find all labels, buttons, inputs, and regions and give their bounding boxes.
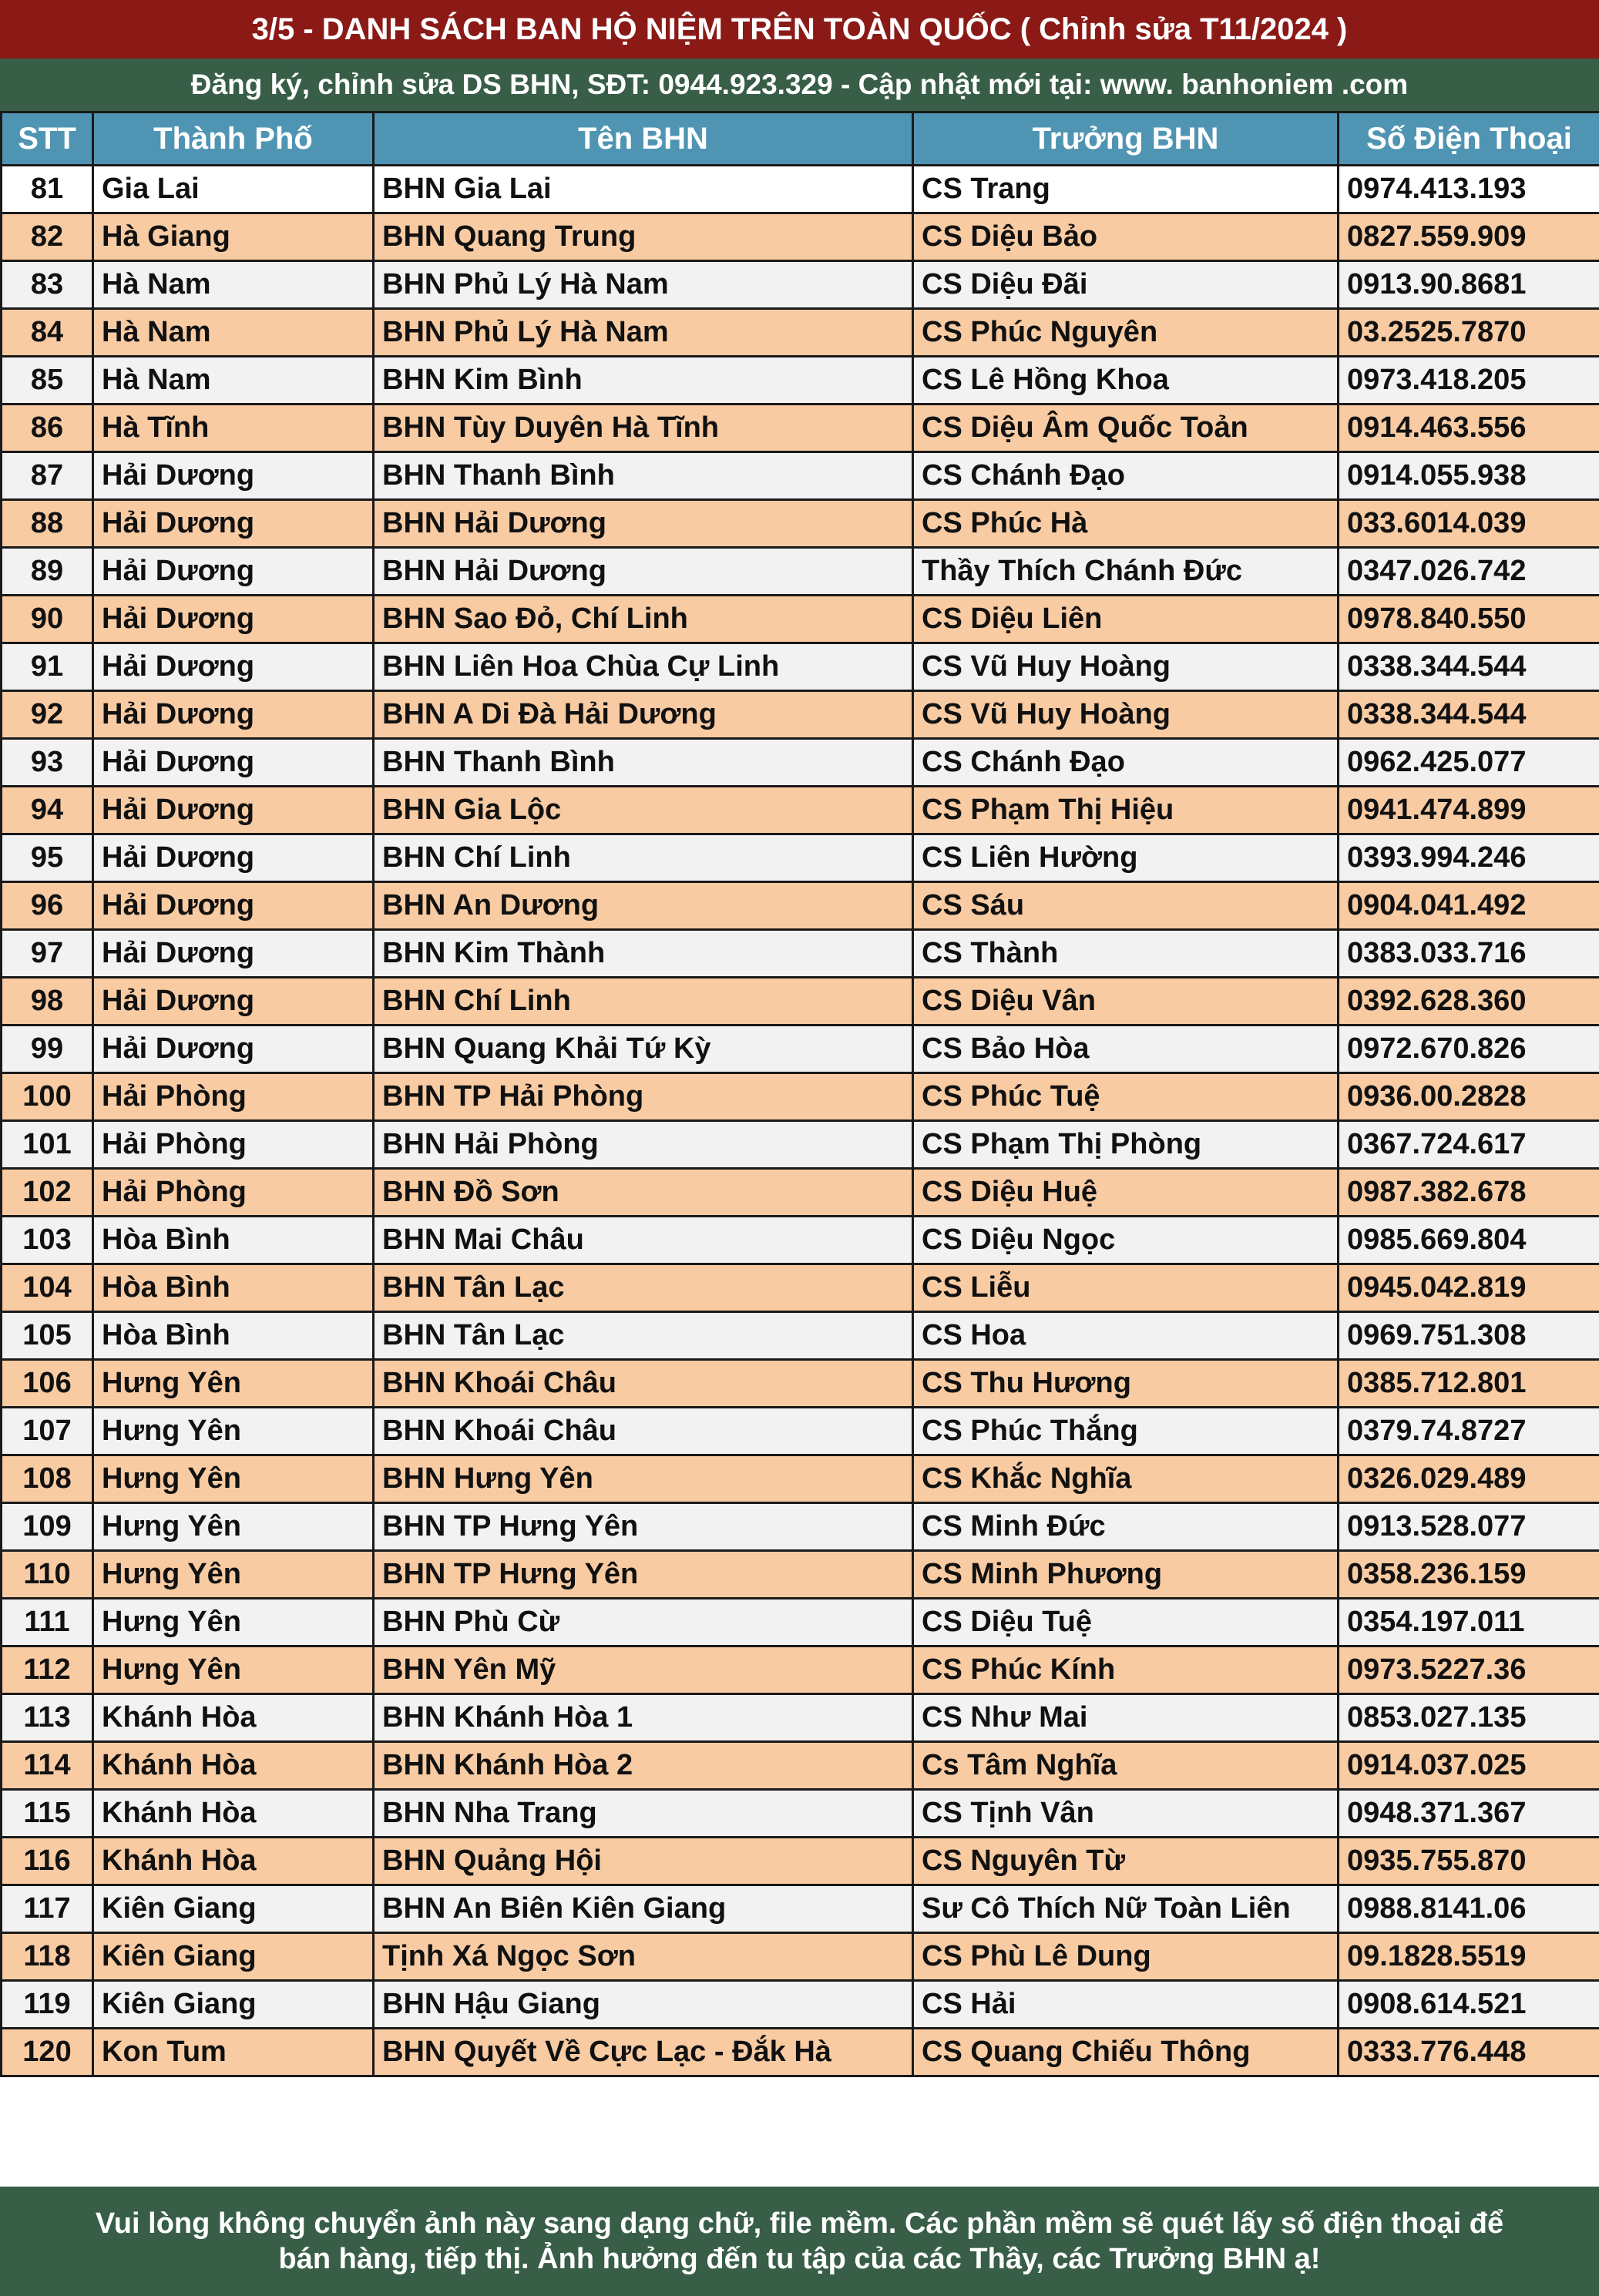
cell-phone: 0913.90.8681 (1339, 261, 1599, 309)
cell-stt: 103 (2, 1217, 93, 1264)
cell-leader: CS Phạm Thị Hiệu (913, 787, 1339, 834)
cell-leader: CS Chánh Đạo (913, 452, 1339, 500)
cell-phone: 0935.755.870 (1339, 1838, 1599, 1885)
table-row (2, 882, 1599, 930)
cell-leader: CS Thành (913, 930, 1339, 978)
cell-leader: CS Liễu (913, 1264, 1339, 1312)
cell-city: Hà Nam (93, 357, 374, 404)
cell-city: Hưng Yên (93, 1551, 374, 1599)
table-header-row (2, 112, 1599, 166)
cell-group-name: BHN Hải Dương (374, 548, 913, 596)
cell-phone: 0827.559.909 (1339, 213, 1599, 261)
table-row (2, 213, 1599, 261)
cell-leader: CS Vũ Huy Hoàng (913, 691, 1339, 739)
cell-city: Hưng Yên (93, 1360, 374, 1408)
cell-group-name: BHN Thanh Bình (374, 452, 913, 500)
cell-city: Hưng Yên (93, 1646, 374, 1694)
table-row (2, 834, 1599, 882)
cell-leader: CS Diệu Bảo (913, 213, 1339, 261)
cell-leader: CS Phúc Thắng (913, 1408, 1339, 1455)
footer-notice (0, 2187, 1599, 2296)
cell-leader: CS Diệu Liên (913, 596, 1339, 643)
cell-group-name: BHN TP Hưng Yên (374, 1503, 913, 1551)
cell-stt: 94 (2, 787, 93, 834)
cell-stt: 120 (2, 2029, 93, 2076)
cell-stt: 100 (2, 1073, 93, 1121)
cell-group-name: BHN Khoái Châu (374, 1408, 913, 1455)
cell-city: Hà Nam (93, 261, 374, 309)
cell-phone: 0385.712.801 (1339, 1360, 1599, 1408)
cell-city: Hải Dương (93, 500, 374, 548)
cell-stt: 114 (2, 1742, 93, 1790)
cell-group-name: BHN Hưng Yên (374, 1455, 913, 1503)
table-row (2, 1455, 1599, 1503)
table-row (2, 404, 1599, 452)
cell-city: Hải Phòng (93, 1121, 374, 1169)
cell-group-name: BHN Chí Linh (374, 978, 913, 1025)
cell-phone: 0936.00.2828 (1339, 1073, 1599, 1121)
cell-phone: 0973.5227.36 (1339, 1646, 1599, 1694)
cell-city: Kon Tum (93, 2029, 374, 2076)
table-row (2, 1551, 1599, 1599)
cell-group-name: BHN A Di Đà Hải Dương (374, 691, 913, 739)
cell-city: Hà Nam (93, 309, 374, 357)
cell-stt: 97 (2, 930, 93, 978)
cell-city: Hòa Bình (93, 1217, 374, 1264)
cell-stt: 110 (2, 1551, 93, 1599)
cell-leader: CS Phúc Hà (913, 500, 1339, 548)
cell-group-name: BHN Quang Trung (374, 213, 913, 261)
column-header-group-name: Tên BHN (374, 112, 913, 166)
cell-group-name: BHN Mai Châu (374, 1217, 913, 1264)
table-row (2, 1694, 1599, 1742)
cell-group-name: BHN Quảng Hội (374, 1838, 913, 1885)
cell-phone: 0985.669.804 (1339, 1217, 1599, 1264)
table-row (2, 1742, 1599, 1790)
table-row (2, 261, 1599, 309)
cell-stt: 119 (2, 1981, 93, 2029)
table-row (2, 2029, 1599, 2076)
table-row (2, 548, 1599, 596)
column-header-leader: Trưởng BHN (913, 112, 1339, 166)
cell-stt: 112 (2, 1646, 93, 1694)
table-row (2, 309, 1599, 357)
cell-group-name: BHN Phủ Lý Hà Nam (374, 261, 913, 309)
cell-city: Hà Giang (93, 213, 374, 261)
cell-stt: 109 (2, 1503, 93, 1551)
cell-stt: 118 (2, 1933, 93, 1981)
cell-city: Hải Dương (93, 978, 374, 1025)
footer-line-2: bán hàng, tiếp thị. Ảnh hưởng đến tu tập của các Thầy, các Trưởng BHN ạ! (278, 2243, 1321, 2275)
cell-city: Khánh Hòa (93, 1790, 374, 1838)
column-header-stt: STT (2, 112, 93, 166)
cell-leader: CS Chánh Đạo (913, 739, 1339, 787)
cell-leader: CS Lê Hồng Khoa (913, 357, 1339, 404)
cell-city: Kiên Giang (93, 1885, 374, 1933)
cell-city: Hải Dương (93, 930, 374, 978)
cell-leader: CS Trang (913, 166, 1339, 213)
cell-phone: 0914.037.025 (1339, 1742, 1599, 1790)
cell-city: Hà Tĩnh (93, 404, 374, 452)
cell-city: Hải Dương (93, 882, 374, 930)
cell-stt: 85 (2, 357, 93, 404)
cell-group-name: BHN Khoái Châu (374, 1360, 913, 1408)
cell-leader: CS Sáu (913, 882, 1339, 930)
cell-city: Kiên Giang (93, 1933, 374, 1981)
cell-stt: 91 (2, 643, 93, 691)
cell-group-name: BHN Tân Lạc (374, 1312, 913, 1360)
cell-stt: 106 (2, 1360, 93, 1408)
cell-phone: 0904.041.492 (1339, 882, 1599, 930)
table-row (2, 787, 1599, 834)
table-row (2, 1885, 1599, 1933)
cell-stt: 81 (2, 166, 93, 213)
cell-group-name: BHN Kim Thành (374, 930, 913, 978)
cell-leader: CS Quang Chiếu Thông (913, 2029, 1339, 2076)
cell-leader: CS Thu Hương (913, 1360, 1339, 1408)
cell-phone: 0945.042.819 (1339, 1264, 1599, 1312)
cell-phone: 0908.614.521 (1339, 1981, 1599, 2029)
cell-leader: CS Hải (913, 1981, 1339, 2029)
cell-phone: 0393.994.246 (1339, 834, 1599, 882)
cell-leader: CS Phúc Kính (913, 1646, 1339, 1694)
table-row (2, 1121, 1599, 1169)
cell-stt: 116 (2, 1838, 93, 1885)
cell-phone: 0347.026.742 (1339, 548, 1599, 596)
cell-phone: 033.6014.039 (1339, 500, 1599, 548)
cell-phone: 0962.425.077 (1339, 739, 1599, 787)
cell-leader: CS Diệu Âm Quốc Toản (913, 404, 1339, 452)
table-row (2, 1217, 1599, 1264)
cell-group-name: BHN Sao Đỏ, Chí Linh (374, 596, 913, 643)
cell-phone: 0974.413.193 (1339, 166, 1599, 213)
cell-city: Hưng Yên (93, 1503, 374, 1551)
cell-phone: 0972.670.826 (1339, 1025, 1599, 1073)
cell-leader: CS Liên Hường (913, 834, 1339, 882)
cell-city: Hải Dương (93, 787, 374, 834)
cell-stt: 87 (2, 452, 93, 500)
page-subtitle: Đăng ký, chỉnh sửa DS BHN, SĐT: 0944.923.329 - Cập nhật mới tại: www. banhoniem .com (0, 59, 1599, 111)
cell-phone: 0988.8141.06 (1339, 1885, 1599, 1933)
cell-city: Hải Dương (93, 596, 374, 643)
cell-stt: 98 (2, 978, 93, 1025)
table-row (2, 1981, 1599, 2029)
cell-phone: 0338.344.544 (1339, 643, 1599, 691)
cell-leader: Cs Tâm Nghĩa (913, 1742, 1339, 1790)
cell-phone: 0853.027.135 (1339, 1694, 1599, 1742)
cell-group-name: BHN Phù Cừ (374, 1599, 913, 1646)
table-row (2, 691, 1599, 739)
cell-leader: Sư Cô Thích Nữ Toàn Liên (913, 1885, 1339, 1933)
cell-city: Hưng Yên (93, 1599, 374, 1646)
cell-phone: 0948.371.367 (1339, 1790, 1599, 1838)
table-row (2, 643, 1599, 691)
cell-phone: 03.2525.7870 (1339, 309, 1599, 357)
cell-group-name: BHN Gia Lộc (374, 787, 913, 834)
cell-group-name: BHN Hải Phòng (374, 1121, 913, 1169)
cell-stt: 102 (2, 1169, 93, 1217)
cell-group-name: BHN Đồ Sơn (374, 1169, 913, 1217)
table-row (2, 452, 1599, 500)
table-row (2, 166, 1599, 213)
table-row (2, 1933, 1599, 1981)
cell-stt: 92 (2, 691, 93, 739)
cell-phone: 0973.418.205 (1339, 357, 1599, 404)
table-row (2, 1646, 1599, 1694)
table-row (2, 1264, 1599, 1312)
cell-leader: CS Minh Đức (913, 1503, 1339, 1551)
cell-leader: CS Nguyên Từ (913, 1838, 1339, 1885)
cell-phone: 0914.055.938 (1339, 452, 1599, 500)
cell-city: Gia Lai (93, 166, 374, 213)
cell-group-name: BHN Hải Dương (374, 500, 913, 548)
cell-city: Hải Dương (93, 739, 374, 787)
cell-leader: CS Diệu Đãi (913, 261, 1339, 309)
table-row (2, 596, 1599, 643)
cell-stt: 82 (2, 213, 93, 261)
cell-group-name: BHN Yên Mỹ (374, 1646, 913, 1694)
footer-line-1: Vui lòng không chuyển ảnh này sang dạng chữ, file mềm. Các phần mềm sẽ quét lấy số điện thoại để (95, 2207, 1504, 2240)
table-row (2, 500, 1599, 548)
cell-stt: 111 (2, 1599, 93, 1646)
cell-city: Hòa Bình (93, 1312, 374, 1360)
cell-leader: CS Tịnh Vân (913, 1790, 1339, 1838)
cell-stt: 104 (2, 1264, 93, 1312)
cell-phone: 0367.724.617 (1339, 1121, 1599, 1169)
cell-city: Hải Dương (93, 548, 374, 596)
cell-stt: 101 (2, 1121, 93, 1169)
cell-group-name: BHN Hậu Giang (374, 1981, 913, 2029)
cell-city: Khánh Hòa (93, 1694, 374, 1742)
cell-stt: 93 (2, 739, 93, 787)
cell-group-name: BHN Kim Bình (374, 357, 913, 404)
table-body (2, 166, 1599, 2076)
table-row (2, 1838, 1599, 1885)
table-row (2, 978, 1599, 1025)
cell-group-name: BHN Tùy Duyên Hà Tĩnh (374, 404, 913, 452)
cell-city: Hải Dương (93, 1025, 374, 1073)
cell-city: Hưng Yên (93, 1455, 374, 1503)
cell-group-name: BHN Tân Lạc (374, 1264, 913, 1312)
cell-city: Hải Dương (93, 643, 374, 691)
cell-leader: CS Như Mai (913, 1694, 1339, 1742)
cell-phone: 09.1828.5519 (1339, 1933, 1599, 1981)
page-title: 3/5 - DANH SÁCH BAN HỘ NIỆM TRÊN TOÀN QUỐC ( Chỉnh sửa T11/2024 ) (0, 0, 1599, 59)
cell-stt: 105 (2, 1312, 93, 1360)
cell-city: Hải Dương (93, 452, 374, 500)
table-row (2, 1073, 1599, 1121)
cell-group-name: BHN TP Hưng Yên (374, 1551, 913, 1599)
cell-leader: CS Phúc Tuệ (913, 1073, 1339, 1121)
cell-city: Khánh Hòa (93, 1742, 374, 1790)
cell-leader: CS Diệu Ngọc (913, 1217, 1339, 1264)
cell-stt: 108 (2, 1455, 93, 1503)
cell-stt: 95 (2, 834, 93, 882)
column-header-phone: Số Điện Thoại (1339, 112, 1599, 166)
cell-group-name: BHN Khánh Hòa 2 (374, 1742, 913, 1790)
cell-group-name: BHN An Biên Kiên Giang (374, 1885, 913, 1933)
column-header-city: Thành Phố (93, 112, 374, 166)
cell-city: Hải Phòng (93, 1073, 374, 1121)
cell-leader: Thầy Thích Chánh Đức (913, 548, 1339, 596)
table-row (2, 1408, 1599, 1455)
cell-leader: CS Minh Phương (913, 1551, 1339, 1599)
cell-stt: 90 (2, 596, 93, 643)
cell-phone: 0392.628.360 (1339, 978, 1599, 1025)
cell-group-name: BHN Phủ Lý Hà Nam (374, 309, 913, 357)
cell-city: Hòa Bình (93, 1264, 374, 1312)
cell-leader: CS Phạm Thị Phòng (913, 1121, 1339, 1169)
table-row (2, 1169, 1599, 1217)
cell-city: Hải Dương (93, 834, 374, 882)
cell-group-name: BHN Nha Trang (374, 1790, 913, 1838)
table-row (2, 1790, 1599, 1838)
table-row (2, 1312, 1599, 1360)
cell-leader: CS Phúc Nguyên (913, 309, 1339, 357)
cell-phone: 0354.197.011 (1339, 1599, 1599, 1646)
table-row (2, 739, 1599, 787)
cell-phone: 0987.382.678 (1339, 1169, 1599, 1217)
cell-stt: 89 (2, 548, 93, 596)
cell-leader: CS Hoa (913, 1312, 1339, 1360)
table-row (2, 1025, 1599, 1073)
cell-leader: CS Phù Lê Dung (913, 1933, 1339, 1981)
cell-stt: 83 (2, 261, 93, 309)
cell-group-name: BHN Quyết Về Cực Lạc - Đắk Hà (374, 2029, 913, 2076)
cell-leader: CS Diệu Tuệ (913, 1599, 1339, 1646)
cell-group-name: BHN Liên Hoa Chùa Cự Linh (374, 643, 913, 691)
cell-phone: 0326.029.489 (1339, 1455, 1599, 1503)
cell-city: Hải Dương (93, 691, 374, 739)
cell-group-name: BHN An Dương (374, 882, 913, 930)
cell-phone: 0969.751.308 (1339, 1312, 1599, 1360)
cell-phone: 0383.033.716 (1339, 930, 1599, 978)
cell-group-name: BHN Chí Linh (374, 834, 913, 882)
cell-stt: 117 (2, 1885, 93, 1933)
cell-leader: CS Khắc Nghĩa (913, 1455, 1339, 1503)
cell-group-name: BHN Gia Lai (374, 166, 913, 213)
cell-phone: 0913.528.077 (1339, 1503, 1599, 1551)
cell-stt: 113 (2, 1694, 93, 1742)
cell-leader: CS Bảo Hòa (913, 1025, 1339, 1073)
cell-phone: 0333.776.448 (1339, 2029, 1599, 2076)
cell-stt: 107 (2, 1408, 93, 1455)
cell-phone: 0358.236.159 (1339, 1551, 1599, 1599)
cell-phone: 0379.74.8727 (1339, 1408, 1599, 1455)
cell-city: Hải Phòng (93, 1169, 374, 1217)
cell-stt: 115 (2, 1790, 93, 1838)
table-row (2, 1360, 1599, 1408)
cell-city: Hưng Yên (93, 1408, 374, 1455)
cell-stt: 99 (2, 1025, 93, 1073)
cell-city: Khánh Hòa (93, 1838, 374, 1885)
cell-leader: CS Diệu Huệ (913, 1169, 1339, 1217)
cell-leader: CS Diệu Vân (913, 978, 1339, 1025)
cell-stt: 86 (2, 404, 93, 452)
contact-table (0, 111, 1599, 2077)
cell-phone: 0978.840.550 (1339, 596, 1599, 643)
cell-phone: 0914.463.556 (1339, 404, 1599, 452)
table-row (2, 930, 1599, 978)
table-row (2, 1599, 1599, 1646)
cell-stt: 88 (2, 500, 93, 548)
cell-group-name: BHN Thanh Bình (374, 739, 913, 787)
cell-phone: 0941.474.899 (1339, 787, 1599, 834)
cell-stt: 84 (2, 309, 93, 357)
cell-leader: CS Vũ Huy Hoàng (913, 643, 1339, 691)
cell-stt: 96 (2, 882, 93, 930)
cell-group-name: BHN Quang Khải Tứ Kỳ (374, 1025, 913, 1073)
cell-group-name: BHN TP Hải Phòng (374, 1073, 913, 1121)
table-row (2, 1503, 1599, 1551)
cell-city: Kiên Giang (93, 1981, 374, 2029)
cell-group-name: BHN Khánh Hòa 1 (374, 1694, 913, 1742)
cell-phone: 0338.344.544 (1339, 691, 1599, 739)
table-row (2, 357, 1599, 404)
cell-group-name: Tịnh Xá Ngọc Sơn (374, 1933, 913, 1981)
